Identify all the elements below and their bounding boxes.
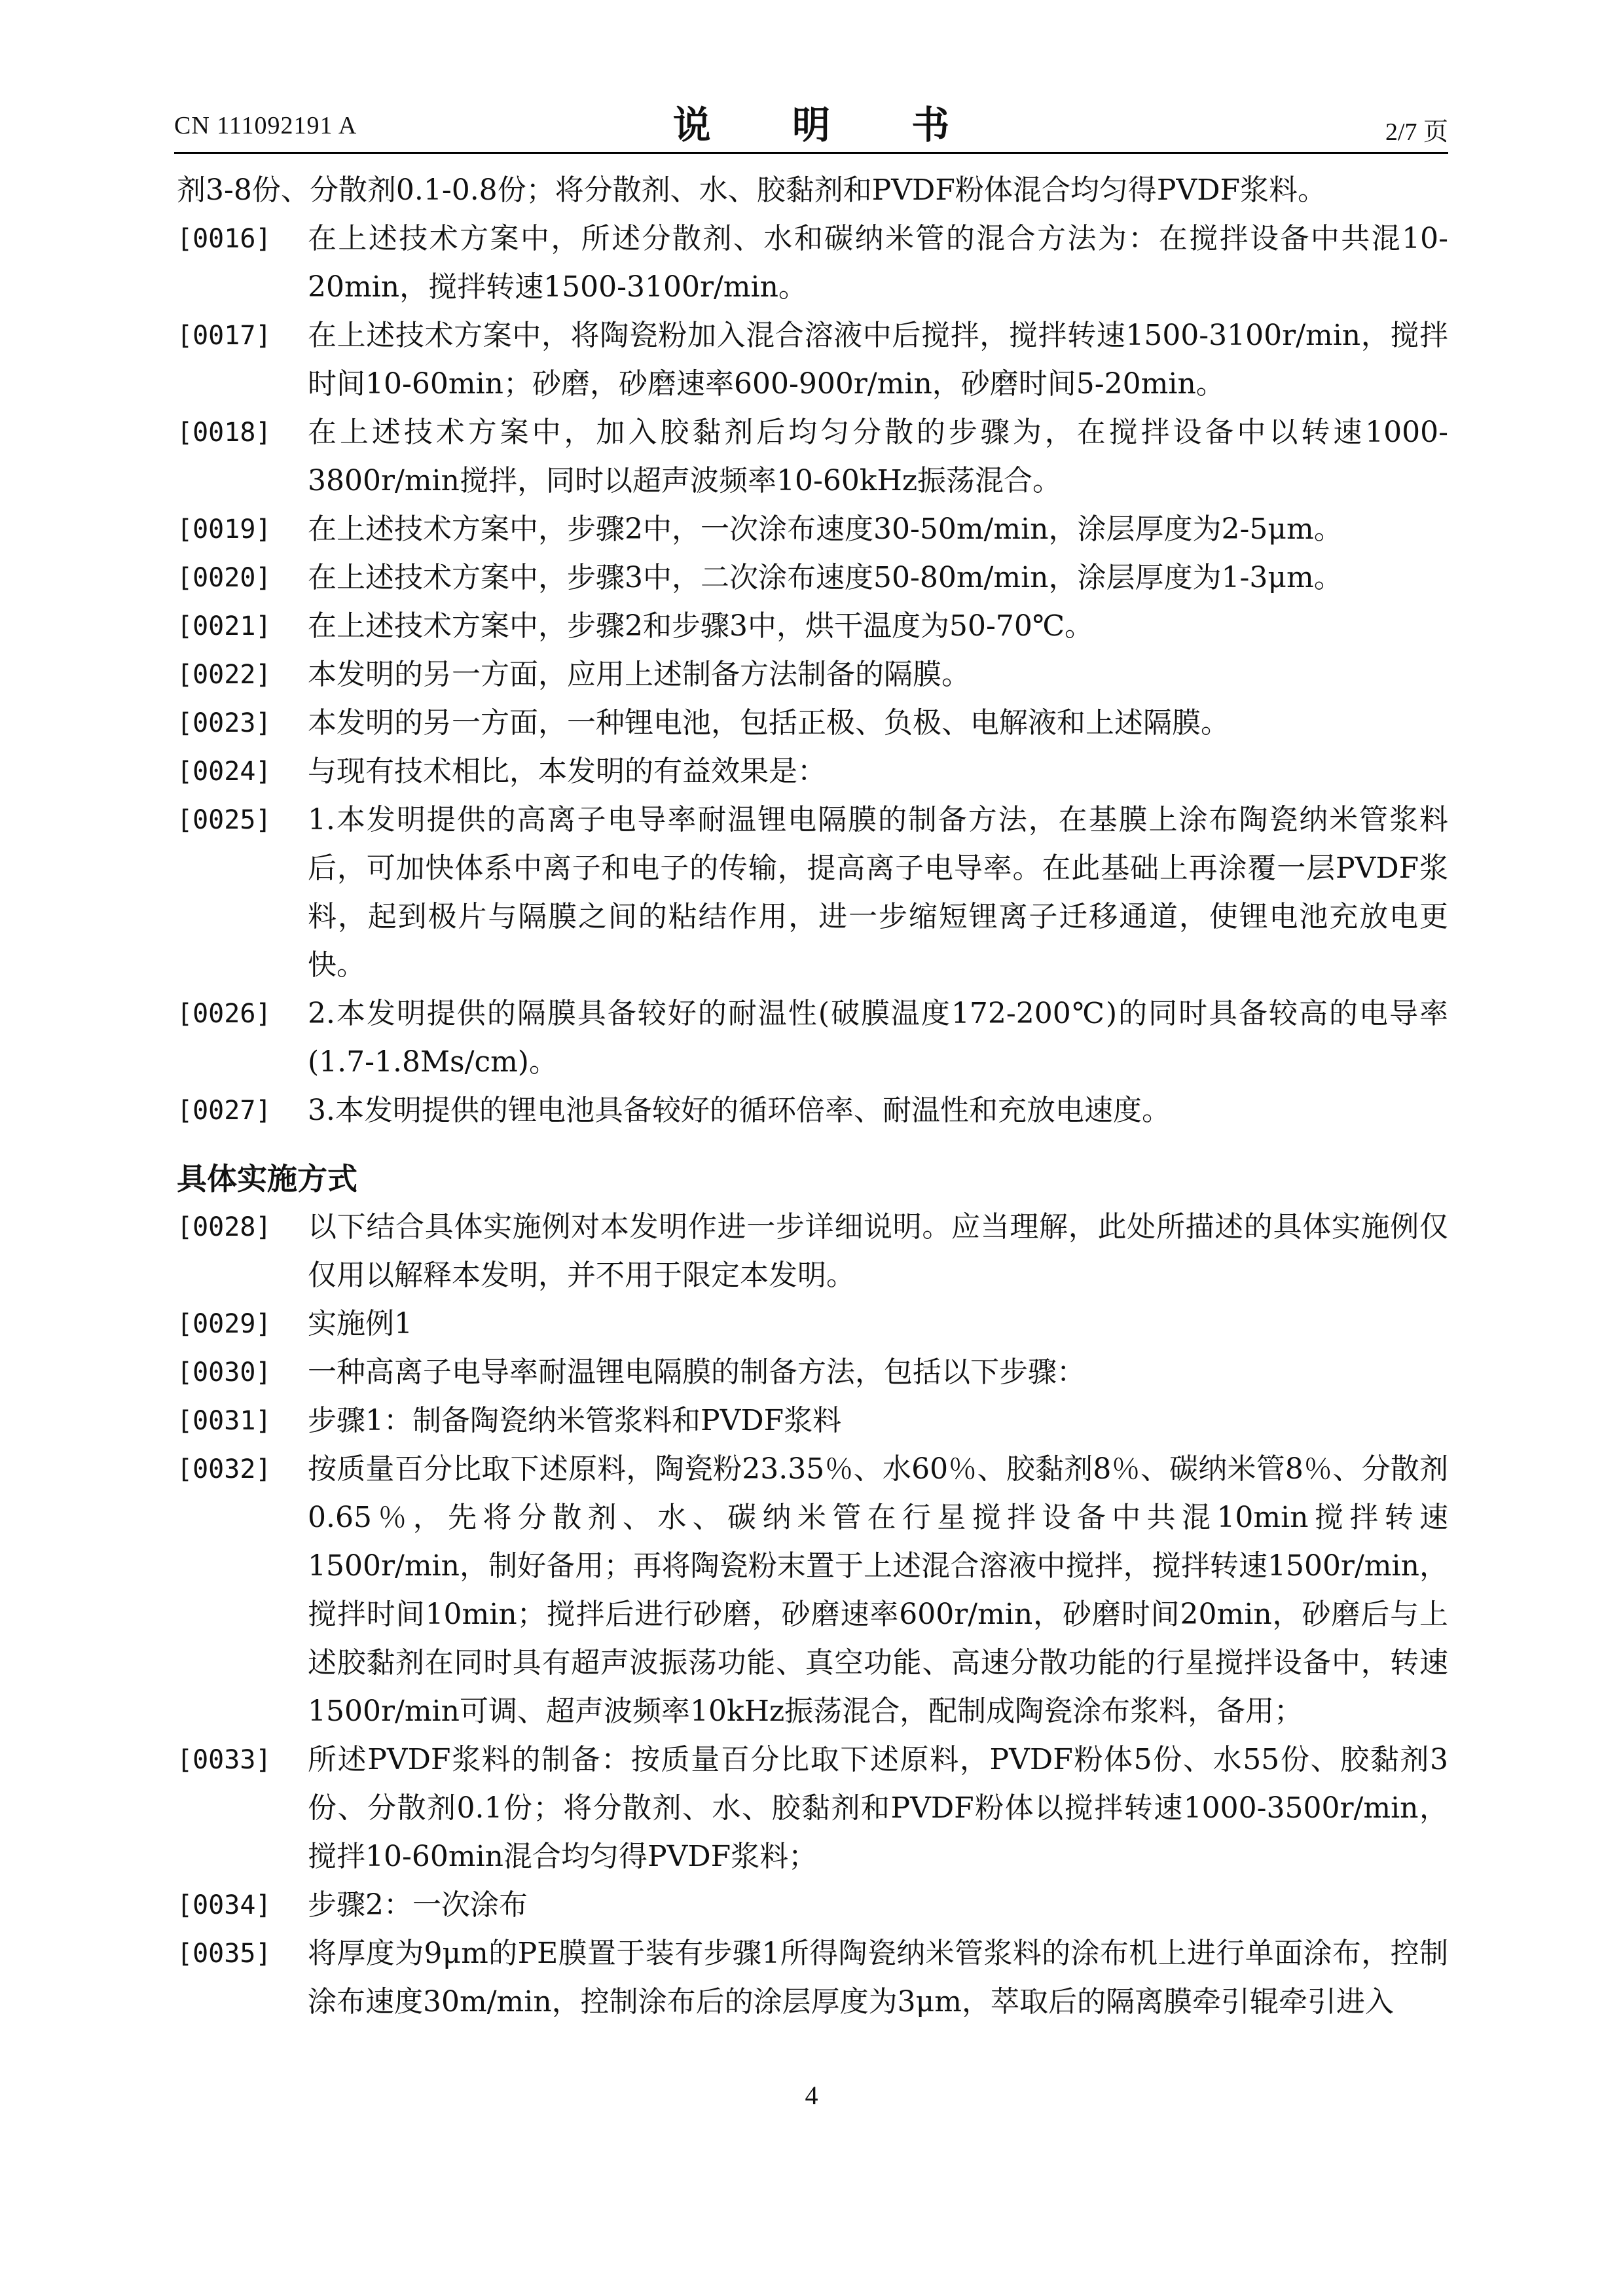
paragraph: [177, 1203, 1448, 1300]
paragraph-text: 步骤2：一次涂布: [308, 1888, 528, 1922]
paragraph-number: [0030]: [177, 1357, 272, 1388]
paragraph-number: [0022]: [177, 660, 272, 690]
paragraph-text: 在上述技术方案中，步骤2和步骤3中，烘干温度为50-70℃。: [308, 609, 1094, 643]
paragraph: [177, 505, 1448, 554]
paragraph-number: [0026]: [177, 999, 272, 1029]
paragraph-text: 将厚度为9μm的PE膜置于装有步骤1所得陶瓷纳米管浆料的涂布机上进行单面涂布，控制涂布速度30m/min，控制涂布后的涂层厚度为3μm，萃取后的隔离膜牵引辊牵引进入: [308, 1937, 1448, 2018]
paragraph-number: [0033]: [177, 1745, 272, 1775]
paragraph: [177, 1929, 1448, 2026]
paragraph: [177, 699, 1448, 747]
page-number: 4: [805, 2081, 818, 2110]
paragraph: [177, 1397, 1448, 1445]
paragraph-text: 本发明的另一方面，一种锂电池，包括正极、负极、电解液和上述隔膜。: [308, 706, 1230, 740]
paragraph: [177, 1086, 1448, 1135]
paragraph-text: 1.本发明提供的高离子电导率耐温锂电隔膜的制备方法，在基膜上涂布陶瓷纳米管浆料后，可加快体系中离子和电子的传输，提高离子电导率。在此基础上再涂覆一层PVDF浆料，起到极片与隔膜之间的粘结作用，进一步缩短锂离子迁移通道，使锂电池充放电更快。: [308, 803, 1448, 982]
paragraph-number: [0032]: [177, 1454, 272, 1484]
paragraph-text: 2.本发明提供的隔膜具备较好的耐温性(破膜温度172-200℃)的同时具备较高的电导率(1.7-1.8Ms/cm)。: [308, 997, 1448, 1079]
paragraph: [177, 312, 1448, 408]
paragraph-text: 剂3-8份、分散剂0.1-0.8份；将分散剂、水、胶黏剂和PVDF粉体混合均匀得PVDF浆料。: [177, 173, 1327, 207]
paragraph: [177, 796, 1448, 990]
paragraph-text: 步骤1：制备陶瓷纳米管浆料和PVDF浆料: [308, 1404, 842, 1437]
paragraph: [177, 747, 1448, 796]
page-indicator: 2/7 页: [1385, 118, 1448, 146]
document-body: [177, 166, 1448, 2026]
paragraph-text: 在上述技术方案中，加入胶黏剂后均匀分散的步骤为，在搅拌设备中以转速1000-3800r/min搅拌，同时以超声波频率10-60kHz振荡混合。: [308, 416, 1448, 497]
paragraph-list-a: [177, 215, 1448, 1135]
paragraph-text: 实施例1: [308, 1307, 412, 1340]
paragraph-number: [0017]: [177, 321, 272, 351]
paragraph-number: [0020]: [177, 563, 272, 593]
paragraph: [177, 215, 1448, 312]
paragraph-number: [0024]: [177, 757, 272, 787]
paragraph: [177, 408, 1448, 505]
paragraph: [177, 1348, 1448, 1397]
paragraph: [177, 1881, 1448, 1929]
publication-number: CN 111092191 A: [174, 112, 357, 139]
paragraph-number: [0019]: [177, 514, 272, 545]
paragraph: [177, 1736, 1448, 1881]
paragraph: [177, 990, 1448, 1086]
section-heading: 具体实施方式: [177, 1161, 357, 1196]
paragraph: [177, 554, 1448, 602]
paragraph-text: 在上述技术方案中，将陶瓷粉加入混合溶液中后搅拌，搅拌转速1500-3100r/min，搅拌时间10-60min；砂磨，砂磨速率600-900r/min，砂磨时间5-20min。: [308, 319, 1448, 401]
paragraph-text: 按质量百分比取下述原料，陶瓷粉23.35％、水60％、胶黏剂8％、碳纳米管8％、分散剂0.65％，先将分散剂、水、碳纳米管在行星搅拌设备中共混10min搅拌转速1500r/min，制好备用；再将陶瓷粉末置于上述混合溶液中搅拌，搅拌转速1500r/min，搅拌时间10min；搅拌后进行砂磨，砂磨速率600r/min，砂磨时间20min，砂磨后与上述胶黏剂在同时具有超声波振荡功能、真空功能、高速分散功能的行星搅拌设备中，转速1500r/min可调、超声波频率10kHz振荡混合，配制成陶瓷涂布浆料，备用；: [308, 1452, 1448, 1728]
paragraph-number: [0031]: [177, 1406, 272, 1436]
paragraph-text: 与现有技术相比，本发明的有益效果是：: [308, 755, 826, 788]
paragraph: [177, 602, 1448, 651]
paragraph-number: [0035]: [177, 1939, 272, 1969]
document-title: 说 明 书: [672, 103, 984, 147]
paragraph-text: 3.本发明提供的锂电池具备较好的循环倍率、耐温性和充放电速度。: [308, 1094, 1171, 1127]
paragraph-number: [0034]: [177, 1890, 272, 1920]
paragraph-number: [0016]: [177, 224, 272, 254]
paragraph-text: 在上述技术方案中，所述分散剂、水和碳纳米管的混合方法为：在搅拌设备中共混10-20min，搅拌转速1500-3100r/min。: [308, 222, 1448, 304]
paragraph: [177, 1300, 1448, 1348]
page-header: [174, 92, 1448, 151]
paragraph-list-b: [177, 1203, 1448, 2026]
paragraph-number: [0023]: [177, 708, 272, 738]
header-divider: [174, 152, 1448, 154]
paragraph-text: 所述PVDF浆料的制备：按质量百分比取下述原料，PVDF粉体5份、水55份、胶黏剂3份、分散剂0.1份；将分散剂、水、胶黏剂和PVDF粉体以搅拌转速1000-3500r/min，搅拌10-60min混合均匀得PVDF浆料；: [308, 1743, 1448, 1873]
paragraph: [177, 651, 1448, 699]
paragraph-number: [0027]: [177, 1096, 272, 1126]
paragraph-number: [0028]: [177, 1212, 272, 1242]
continuation-paragraph: [177, 166, 1448, 215]
paragraph-text: 在上述技术方案中，步骤2中，一次涂布速度30-50m/min，涂层厚度为2-5μm。: [308, 512, 1343, 546]
paragraph-text: 以下结合具体实施例对本发明作进一步详细说明。应当理解，此处所描述的具体实施例仅仅用以解释本发明，并不用于限定本发明。: [308, 1210, 1448, 1292]
paragraph-text: 在上述技术方案中，步骤3中，二次涂布速度50-80m/min，涂层厚度为1-3μm。: [308, 561, 1343, 594]
paragraph-text: 一种高离子电导率耐温锂电隔膜的制备方法，包括以下步骤：: [308, 1355, 1085, 1389]
paragraph-number: [0025]: [177, 805, 272, 835]
paragraph-number: [0021]: [177, 611, 272, 641]
paragraph-text: 本发明的另一方面，应用上述制备方法制备的隔膜。: [308, 658, 970, 691]
paragraph: [177, 1445, 1448, 1736]
paragraph-number: [0018]: [177, 418, 272, 448]
paragraph-number: [0029]: [177, 1309, 272, 1339]
